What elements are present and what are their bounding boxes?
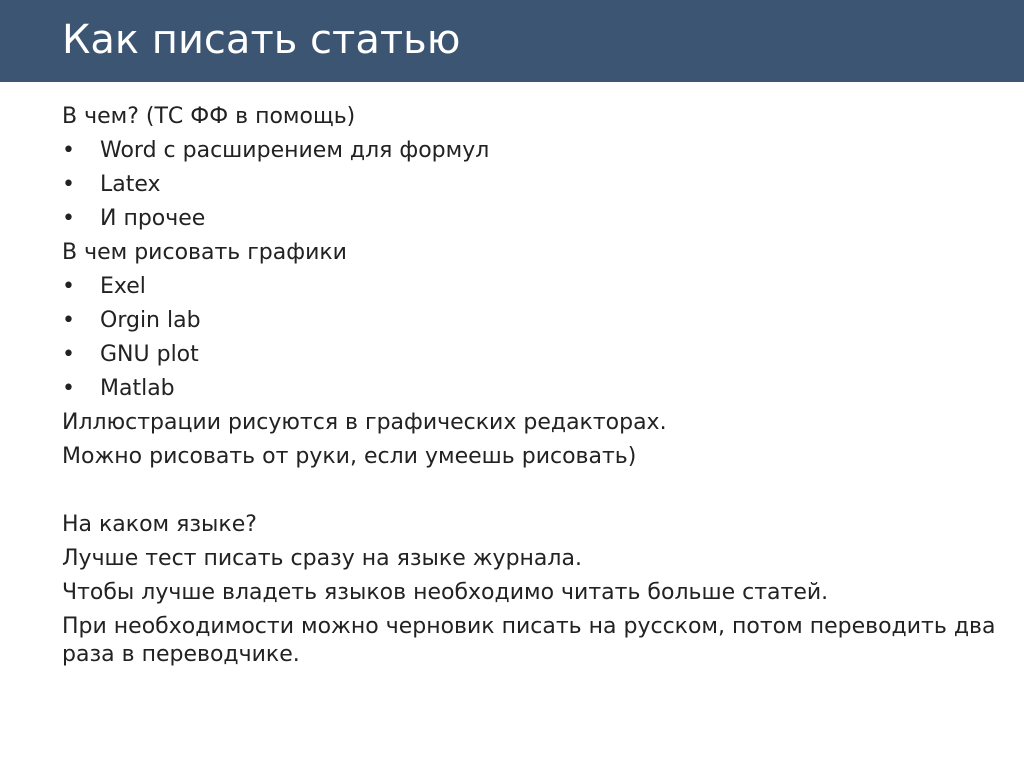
list-item-gnuplot (62, 338, 1017, 372)
list-item-other (62, 202, 1017, 236)
list-item-label: Orgin lab (100, 308, 201, 333)
list-item-origin (62, 304, 1017, 338)
list-item-label: Exel (100, 274, 146, 299)
bullet-icon: • (62, 376, 75, 401)
list-item-latex (62, 168, 1017, 202)
list-item-matlab (62, 372, 1017, 406)
bullet-icon: • (62, 274, 75, 299)
bullet-icon: • (62, 308, 75, 333)
illustrations-note: Иллюстрации рисуются в графических редакторах. (62, 410, 667, 435)
journal-language-note: Лучше тест писать сразу на языке журнала. (62, 546, 582, 571)
list-item-label: И прочее (100, 206, 206, 231)
bullet-icon: • (62, 138, 75, 163)
question-language: На каком языке? (62, 512, 257, 537)
list-item-label: Latex (100, 172, 161, 197)
list-item-label: Matlab (100, 376, 175, 401)
paragraph-gap (62, 474, 1017, 508)
bullet-icon: • (62, 172, 75, 197)
slide-title: Как писать статью (62, 17, 461, 63)
slide-body (62, 100, 1017, 669)
bullet-icon: • (62, 342, 75, 367)
read-more-note: Чтобы лучше владеть языков необходимо читать больше статей. (62, 580, 829, 605)
list-item-label: Word с расширением для формул (100, 138, 490, 163)
question-graphs: В чем рисовать графики (62, 240, 347, 265)
bullet-icon: • (62, 206, 75, 231)
list-item-label: GNU plot (100, 342, 199, 367)
translate-note: При необходимости можно черновик писать на русском, потом переводить два раза в переводчике. (62, 614, 996, 667)
title-bar (0, 0, 1024, 82)
by-hand-note: Можно рисовать от руки, если умеешь рисовать) (62, 444, 637, 469)
question-where: В чем? (ТС ФФ в помощь) (62, 104, 356, 129)
list-item-word (62, 134, 1017, 168)
list-item-exel (62, 270, 1017, 304)
